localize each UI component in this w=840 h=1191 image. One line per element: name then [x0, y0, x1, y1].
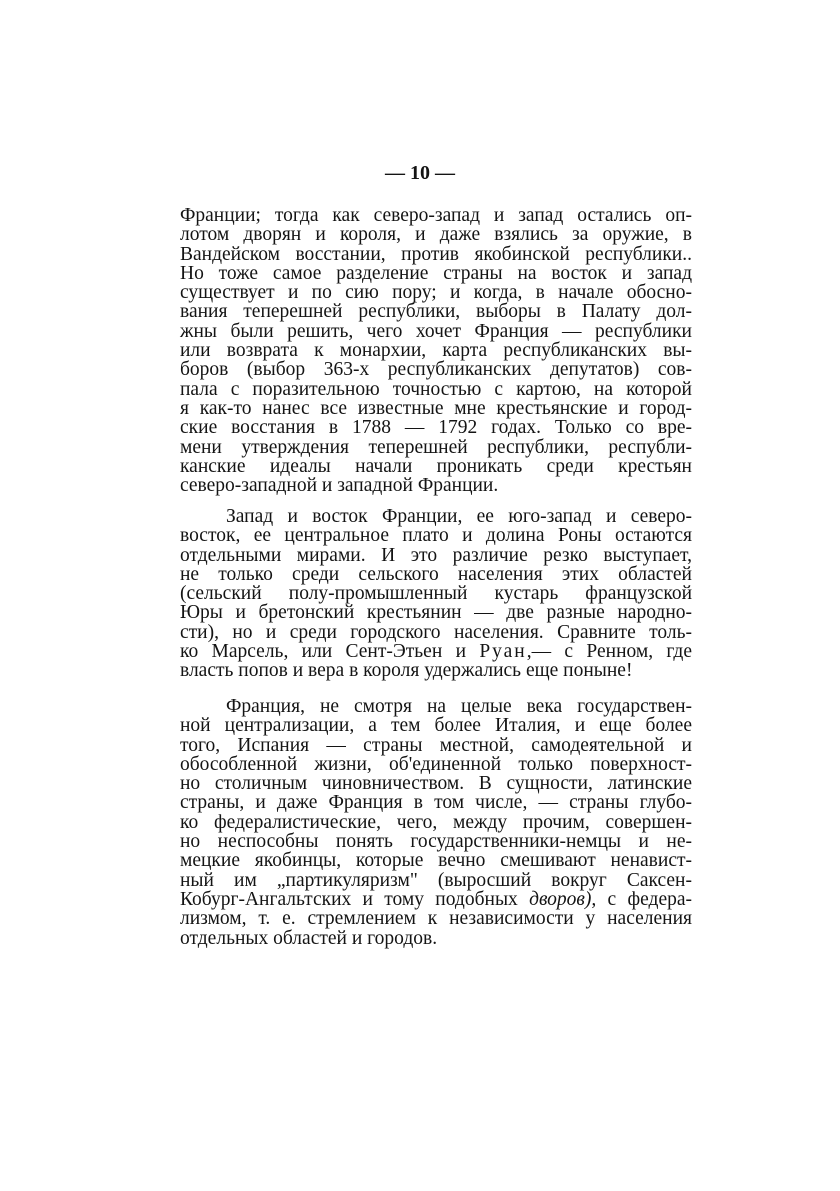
text-line: существует и по сию пору; и когда, в начале обосно- — [180, 282, 692, 304]
text-line: ко федералистические, чего, между прочим, совершен- — [180, 811, 692, 833]
text-line: но столичным чиновничеством. В сущности, латинские — [180, 773, 692, 795]
paragraph-1 — [180, 206, 692, 495]
paragraph-2 — [180, 507, 692, 681]
text-line: боров (выбор 363-х республиканских депутатов) сов- — [180, 359, 692, 381]
text-line: пала с поразительною точностью с картою, на которой — [180, 378, 692, 400]
text-line: или возврата к монархии, карта республиканских вы- — [180, 340, 692, 362]
text-line: ские восстания в 1788 — 1792 годах. Только со вре- — [180, 417, 692, 439]
text-line: власть попов и вера в короля удержались еще поныне! — [180, 660, 633, 682]
text-line: северо-западной и западной Франции. — [180, 475, 499, 497]
text-line: Юры и бретонский крестьянин — две разные народно- — [180, 602, 692, 624]
text-line: Франция, не смотря на целые века государствен- — [226, 696, 692, 717]
text-line: канские идеалы начали проникать среди крестьян — [180, 455, 692, 477]
text-line: жны были решить, чего хочет Франция — республики — [180, 320, 692, 342]
text-line: страны, и даже Франция в том числе, — страны глубо- — [180, 792, 692, 814]
text-line: вания теперешней республики, выборы в Палату дол- — [180, 301, 692, 323]
text-line: ной централизации, а тем более Италия, и еще более — [180, 715, 692, 737]
italic-phrase: дворов), — [529, 888, 597, 910]
text-line: того, Испания — страны местной, самодеятельной и — [180, 734, 692, 756]
text-line: сти), но и среди городского населения. Сравните толь- — [180, 621, 692, 643]
text-line: Но тоже самое разделение страны на восток и запад — [180, 262, 692, 284]
text-line: я как-то нанес все известные мне крестьянские и город- — [180, 397, 692, 419]
text-line: мени утверждения теперешней республики, республи- — [180, 436, 692, 458]
text-line: обособленной жизни, об'единенной только поверхност- — [180, 753, 692, 775]
text-line: но неспособны понять государственники-немцы и не- — [180, 831, 692, 853]
text-line: отдельных областей и городов. — [180, 927, 438, 949]
spaced-word: Руан — [479, 641, 527, 663]
text-line: Кобург-Ангальтских и тому подобных дворов), с федера- — [180, 888, 692, 910]
text-line: Франции; тогда как северо-запад и запад остались оп- — [180, 205, 692, 226]
text-line: (сельский полу-промышленный кустарь французской — [180, 583, 692, 605]
text-line: ко Марсель, или Сент-Этьен и Руан,— с Ренном, где — [180, 641, 692, 663]
text-line: ный им „партикуляризм" (выросший вокруг Саксен- — [180, 869, 692, 891]
text-line: лизмом, т. е. стремлением к независимости у населения — [180, 908, 692, 930]
text-line: Запад и восток Франции, ее юго-запад и северо- — [226, 506, 692, 527]
text-line: не только среди сельского населения этих областей — [180, 563, 692, 585]
text-line: восток, ее центральное плато и долина Роны остаются — [180, 525, 692, 547]
text-line: лотом дворян и короля, и даже взялись за оружие, в — [180, 224, 692, 246]
page-number: — 10 — — [385, 162, 455, 184]
paragraph-3 — [180, 697, 692, 948]
text-line: мецкие якобинцы, которые вечно смешивают ненавист- — [180, 850, 692, 872]
text-line: отдельными мирами. И это различие резко выступает, — [180, 544, 692, 566]
text-line: Вандейском восстании, против якобинской республики.. — [180, 243, 692, 265]
